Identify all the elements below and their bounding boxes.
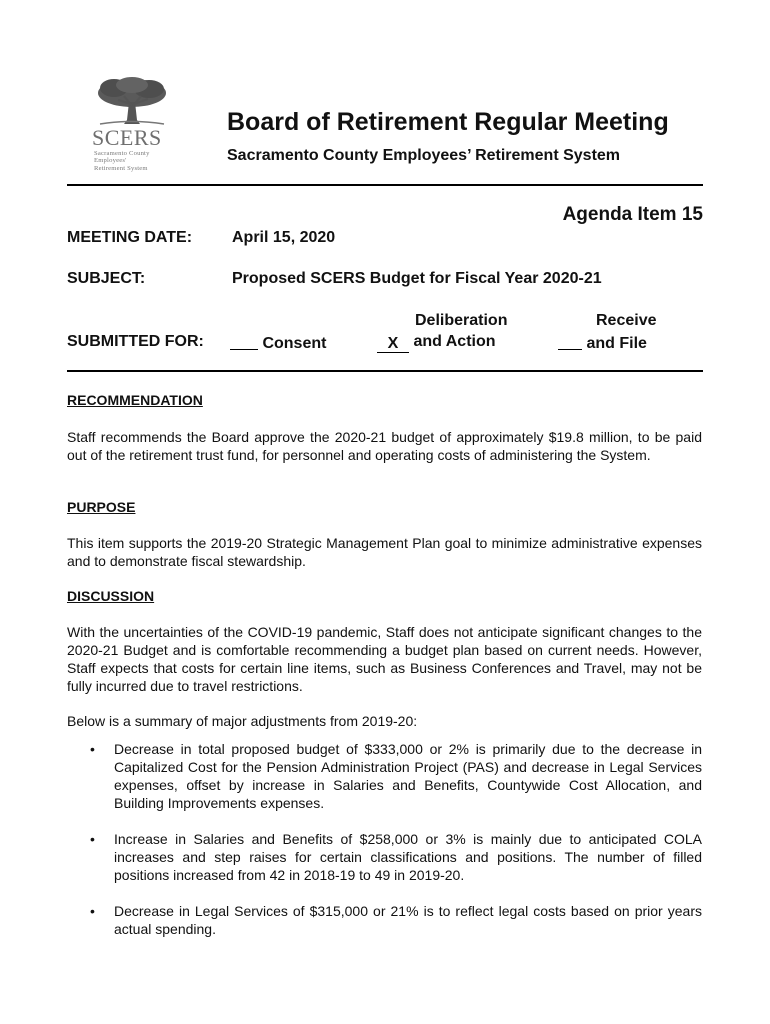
- option-receive: [558, 333, 647, 353]
- bullet-icon: •: [90, 903, 95, 919]
- deliberation-mark: X: [377, 336, 409, 353]
- deliberation-line2: and Action: [413, 333, 496, 350]
- consent-label: Consent: [262, 335, 327, 352]
- logo-subtext: Sacramento County Employees' Retirement System: [94, 150, 150, 172]
- receive-line2: and File: [586, 335, 647, 352]
- submitted-for-label: SUBMITTED FOR:: [67, 333, 204, 350]
- summary-intro: Below is a summary of major adjustments from 2019-20:: [67, 713, 418, 729]
- list-item: • Decrease in total proposed budget of $333,000 or 2% is primarily due to the decrease in Capitalized Cost for the Pension Administration Project (PAS) and decrease in Legal Services expenses, offset by increase in Salaries and Benefits, Countywide Cost Allocation, and Building Improvements expenses.: [90, 741, 702, 811]
- purpose-text: This item supports the 2019-20 Strategic Management Plan goal to minimize administrative expenses and to demonstrate fiscal stewardship.: [67, 535, 702, 569]
- consent-mark: [230, 333, 258, 350]
- list-item: • Decrease in Legal Services of $315,000 or 21% is to reflect legal costs based on prior years actual spending.: [90, 903, 702, 937]
- adjustments-list: [67, 740, 702, 938]
- meeting-date-value: April 15, 2020: [232, 229, 336, 246]
- receive-line1: Receive: [596, 312, 657, 329]
- recommendation-text: Staff recommends the Board approve the 2020-21 budget of approximately $19.8 million, to be paid out of the retirement trust fund, for personnel and operating costs of administering the System.: [67, 429, 702, 463]
- discussion-heading: DISCUSSION: [67, 588, 155, 604]
- recommendation-heading: RECOMMENDATION: [67, 392, 203, 408]
- meeting-date-label: MEETING DATE:: [67, 229, 193, 246]
- discussion-text: With the uncertainties of the COVID-19 pandemic, Staff does not anticipate significant changes to the 2020-21 Budget and is comfortable recommending a budget plan based on current needs. However, Staff expects that costs for certain line items, such as Business Conferences and Travel, may not be fully incurred due to travel restrictions.: [67, 624, 702, 694]
- option-consent: [230, 333, 326, 353]
- scers-logo: [82, 76, 182, 176]
- purpose-heading: PURPOSE: [67, 499, 136, 515]
- oak-tree-icon: [94, 76, 170, 126]
- section-divider: [67, 370, 703, 372]
- list-item: • Increase in Salaries and Benefits of $258,000 or 3% is mainly due to anticipated COLA increases and step raises for certain classifications and positions. The number of filled positions increased from 42 in 2018-19 to 49 in 2019-20.: [90, 831, 702, 883]
- logo-wordmark: SCERS: [92, 125, 162, 150]
- agenda-item: Agenda Item 15: [562, 204, 703, 225]
- page-title: Board of Retirement Regular Meeting: [227, 108, 669, 136]
- receive-mark: [558, 333, 582, 350]
- header-divider: [67, 184, 703, 186]
- deliberation-line1: Deliberation: [415, 312, 508, 329]
- subject-label: SUBJECT:: [67, 270, 146, 287]
- subject-value: Proposed SCERS Budget for Fiscal Year 2020-21: [232, 270, 602, 287]
- bullet-icon: •: [90, 741, 95, 757]
- page-subtitle: Sacramento County Employees’ Retirement System: [227, 147, 621, 164]
- option-deliberation: [377, 333, 496, 353]
- bullet-icon: •: [90, 831, 95, 847]
